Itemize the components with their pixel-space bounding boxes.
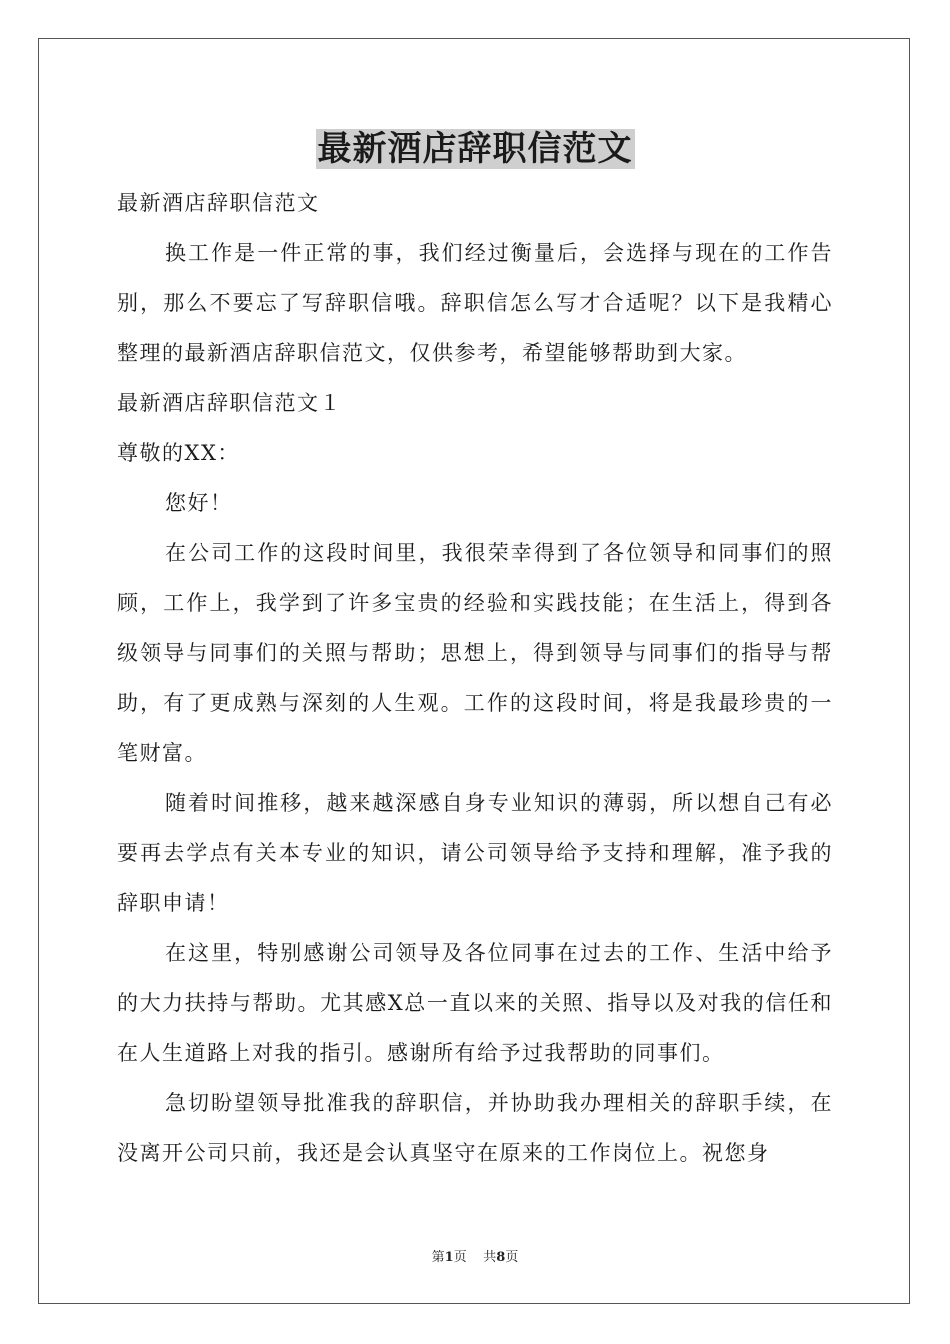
page-label-prefix: 第	[431, 1250, 445, 1265]
total-label-prefix: 共	[483, 1250, 497, 1265]
paragraph-salutation: 尊敬的XX：	[117, 441, 240, 465]
paragraph-body: 随着时间推移，越来越深感自身专业知识的薄弱，所以想自己有必要再去学点有关本专业的知识，请公司领导给予支持和理解，准予我的辞职申请！	[117, 791, 833, 915]
total-label-suffix: 页	[505, 1250, 519, 1265]
paragraph-body: 在这里，特别感谢公司领导及各位同事在过去的工作、生活中给予的大力扶持与帮助。尤其感X总一直以来的关照、指导以及对我的信任和在人生道路上对我的指引。感谢所有给予过我帮助的同事们。	[117, 941, 833, 1065]
paragraph-section-heading: 最新酒店辞职信范文１	[117, 391, 342, 415]
paragraph-subtitle: 最新酒店辞职信范文	[117, 191, 320, 215]
page-number: 1	[444, 1250, 454, 1265]
page-footer	[0, 1246, 950, 1265]
paragraph-intro: 换工作是一件正常的事，我们经过衡量后，会选择与现在的工作告别，那么不要忘了写辞职信哦。辞职信怎么写才合适呢？以下是我精心整理的最新酒店辞职信范文，仅供参考，希望能够帮助到大家。	[117, 241, 833, 365]
paragraph-body: 急切盼望领导批准我的辞职信，并协助我办理相关的辞职手续，在没离开公司只前，我还是会认真坚守在原来的工作岗位上。祝您身	[117, 1091, 833, 1165]
paragraph-body: 在公司工作的这段时间里，我很荣幸得到了各位领导和同事们的照顾，工作上，我学到了许多宝贵的经验和实践技能；在生活上，得到各级领导与同事们的关照与帮助；思想上，得到领导与同事们的指导与帮助，有了更成熟与深刻的人生观。工作的这段时间，将是我最珍贵的一笔财富。	[117, 541, 833, 765]
total-pages: 8	[496, 1250, 506, 1265]
paragraph-greeting: 您好！	[165, 491, 233, 515]
document-title	[0, 126, 950, 172]
document-body	[117, 178, 833, 1178]
page-label-suffix: 页	[453, 1250, 467, 1265]
document-title-text: 最新酒店辞职信范文	[317, 129, 633, 169]
